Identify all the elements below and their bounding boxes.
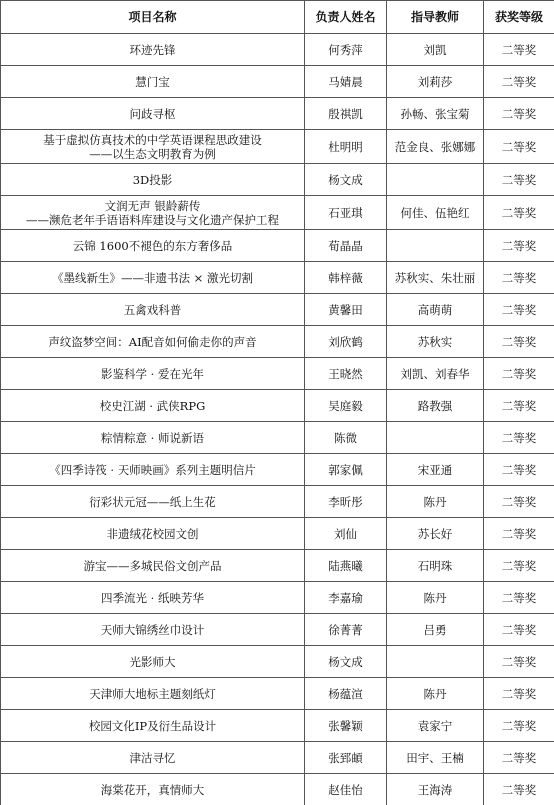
- leader-name-cell: 马婧晨: [305, 66, 387, 98]
- advisor-cell: 宋亚通: [387, 454, 484, 486]
- leader-name-cell: 李嘉瑜: [305, 582, 387, 614]
- project-name-cell: 游宝——多城民俗文创产品: [1, 550, 305, 582]
- award-level-cell: 二等奖: [484, 66, 554, 98]
- award-level-cell: 二等奖: [484, 196, 554, 230]
- project-name-cell: 校园文化IP及衍生品设计: [1, 710, 305, 742]
- project-name-cell: 天师大锦绣丝巾设计: [1, 614, 305, 646]
- header-project-name: 项目名称: [1, 1, 305, 34]
- table-row: [1, 130, 554, 164]
- leader-name-cell: 张郅頔: [305, 742, 387, 774]
- advisor-cell: 孙畅、张宝菊: [387, 98, 484, 130]
- advisor-cell: 王海涛: [387, 774, 484, 805]
- project-name-cell: 光影师大: [1, 646, 305, 678]
- leader-name-cell: 陈微: [305, 422, 387, 454]
- table-row: [1, 454, 554, 486]
- advisor-cell: 范金良、张娜娜: [387, 130, 484, 164]
- table-row: [1, 486, 554, 518]
- table-row: [1, 358, 554, 390]
- table-row: [1, 710, 554, 742]
- project-name-cell: 《墨线新生》——非遗书法 × 激光切割: [1, 262, 305, 294]
- leader-name-cell: 李昕彤: [305, 486, 387, 518]
- advisor-cell: 陈丹: [387, 678, 484, 710]
- advisor-cell: 陈丹: [387, 486, 484, 518]
- advisor-cell: 刘凯、刘春华: [387, 358, 484, 390]
- table-row: [1, 422, 554, 454]
- advisor-cell: 袁家宁: [387, 710, 484, 742]
- advisor-cell: 苏长好: [387, 518, 484, 550]
- leader-name-cell: 王晓然: [305, 358, 387, 390]
- leader-name-cell: 杨文成: [305, 646, 387, 678]
- award-level-cell: 二等奖: [484, 294, 554, 326]
- award-level-cell: 二等奖: [484, 262, 554, 294]
- leader-name-cell: 赵佳怡: [305, 774, 387, 805]
- table-row: [1, 196, 554, 230]
- project-name-cell: 问歧寻枢: [1, 98, 305, 130]
- award-level-cell: 二等奖: [484, 130, 554, 164]
- table-header-row: [1, 1, 554, 34]
- leader-name-cell: 石亚琪: [305, 196, 387, 230]
- header-leader-name: 负责人姓名: [305, 1, 387, 34]
- advisor-cell: 高萌萌: [387, 294, 484, 326]
- table-row: [1, 582, 554, 614]
- project-name-cell: 衍彩状元冠——纸上生花: [1, 486, 305, 518]
- award-level-cell: 二等奖: [484, 518, 554, 550]
- award-level-cell: 二等奖: [484, 710, 554, 742]
- advisor-cell: 吕勇: [387, 614, 484, 646]
- award-level-cell: 二等奖: [484, 614, 554, 646]
- table-row: [1, 98, 554, 130]
- table-row: [1, 230, 554, 262]
- project-name-cell: 粽情粽意 · 师说新语: [1, 422, 305, 454]
- award-level-cell: 二等奖: [484, 326, 554, 358]
- advisor-cell: [387, 646, 484, 678]
- header-award-level: 获奖等级: [484, 1, 554, 34]
- table-row: [1, 678, 554, 710]
- advisor-cell: 苏秋实: [387, 326, 484, 358]
- table-row: [1, 646, 554, 678]
- advisor-cell: 刘凯: [387, 34, 484, 66]
- table-row: [1, 390, 554, 422]
- leader-name-cell: 殷祺凯: [305, 98, 387, 130]
- award-level-cell: 二等奖: [484, 646, 554, 678]
- advisor-cell: 苏秋实、朱壮丽: [387, 262, 484, 294]
- award-level-cell: 二等奖: [484, 230, 554, 262]
- leader-name-cell: 徐菁菁: [305, 614, 387, 646]
- project-name-cell: 声纹盗梦空间：AI配音如何偷走你的声音: [1, 326, 305, 358]
- leader-name-cell: 张馨颖: [305, 710, 387, 742]
- table-row: [1, 774, 554, 805]
- table-row: [1, 66, 554, 98]
- project-name-cell: 五禽戏科普: [1, 294, 305, 326]
- project-name-cell: 四季流光 · 纸映芳华: [1, 582, 305, 614]
- award-level-cell: 二等奖: [484, 742, 554, 774]
- award-level-cell: 二等奖: [484, 486, 554, 518]
- award-level-cell: 二等奖: [484, 358, 554, 390]
- project-name-cell: 文润无声 银龄薪传 ——濒危老年手语语料库建设与文化遗产保护工程: [1, 196, 305, 230]
- advisor-cell: [387, 422, 484, 454]
- award-level-cell: 二等奖: [484, 582, 554, 614]
- table-row: [1, 742, 554, 774]
- project-name-cell: 基于虚拟仿真技术的中学英语课程思政建设 ——以生态文明教育为例: [1, 130, 305, 164]
- project-name-cell: 校史江湖 · 武侠RPG: [1, 390, 305, 422]
- leader-name-cell: 陆燕曦: [305, 550, 387, 582]
- project-name-cell: 非遗绒花校园文创: [1, 518, 305, 550]
- table-row: [1, 34, 554, 66]
- award-level-cell: 二等奖: [484, 164, 554, 196]
- award-level-cell: 二等奖: [484, 422, 554, 454]
- award-level-cell: 二等奖: [484, 678, 554, 710]
- table-row: [1, 164, 554, 196]
- advisor-cell: 田宇、王楠: [387, 742, 484, 774]
- award-level-cell: 二等奖: [484, 774, 554, 805]
- header-advisor: 指导教师: [387, 1, 484, 34]
- project-name-cell: 3D投影: [1, 164, 305, 196]
- leader-name-cell: 何秀萍: [305, 34, 387, 66]
- advisor-cell: [387, 164, 484, 196]
- leader-name-cell: 杨文成: [305, 164, 387, 196]
- award-level-cell: 二等奖: [484, 390, 554, 422]
- project-name-cell: 津沽寻忆: [1, 742, 305, 774]
- advisor-cell: 刘莉莎: [387, 66, 484, 98]
- advisor-cell: 何佳、伍艳红: [387, 196, 484, 230]
- table-row: [1, 550, 554, 582]
- table-row: [1, 294, 554, 326]
- table-row: [1, 326, 554, 358]
- advisor-cell: 路教强: [387, 390, 484, 422]
- project-name-cell: 海棠花开，真情师大: [1, 774, 305, 805]
- table-body: [1, 34, 554, 805]
- leader-name-cell: 郭家佩: [305, 454, 387, 486]
- advisor-cell: 陈丹: [387, 582, 484, 614]
- advisor-cell: 石明珠: [387, 550, 484, 582]
- project-name-cell: 环迹先锋: [1, 34, 305, 66]
- leader-name-cell: 吴庭毅: [305, 390, 387, 422]
- leader-name-cell: 刘仙: [305, 518, 387, 550]
- project-name-cell: 影鉴科学 · 爱在光年: [1, 358, 305, 390]
- award-level-cell: 二等奖: [484, 550, 554, 582]
- leader-name-cell: 刘欣鹤: [305, 326, 387, 358]
- award-level-cell: 二等奖: [484, 454, 554, 486]
- project-name-cell: 天津师大地标主题刻纸灯: [1, 678, 305, 710]
- leader-name-cell: 杜明明: [305, 130, 387, 164]
- advisor-cell: [387, 230, 484, 262]
- leader-name-cell: 黄馨田: [305, 294, 387, 326]
- leader-name-cell: 杨蕴渲: [305, 678, 387, 710]
- award-level-cell: 二等奖: [484, 34, 554, 66]
- project-name-cell: 《四季诗筏 · 天师映画》系列主题明信片: [1, 454, 305, 486]
- table-row: [1, 614, 554, 646]
- leader-name-cell: 荀晶晶: [305, 230, 387, 262]
- project-name-cell: 云锦 1600不褪色的东方奢侈品: [1, 230, 305, 262]
- project-name-cell: 慧门宝: [1, 66, 305, 98]
- table-row: [1, 262, 554, 294]
- leader-name-cell: 韩梓薇: [305, 262, 387, 294]
- table-row: [1, 518, 554, 550]
- award-level-cell: 二等奖: [484, 98, 554, 130]
